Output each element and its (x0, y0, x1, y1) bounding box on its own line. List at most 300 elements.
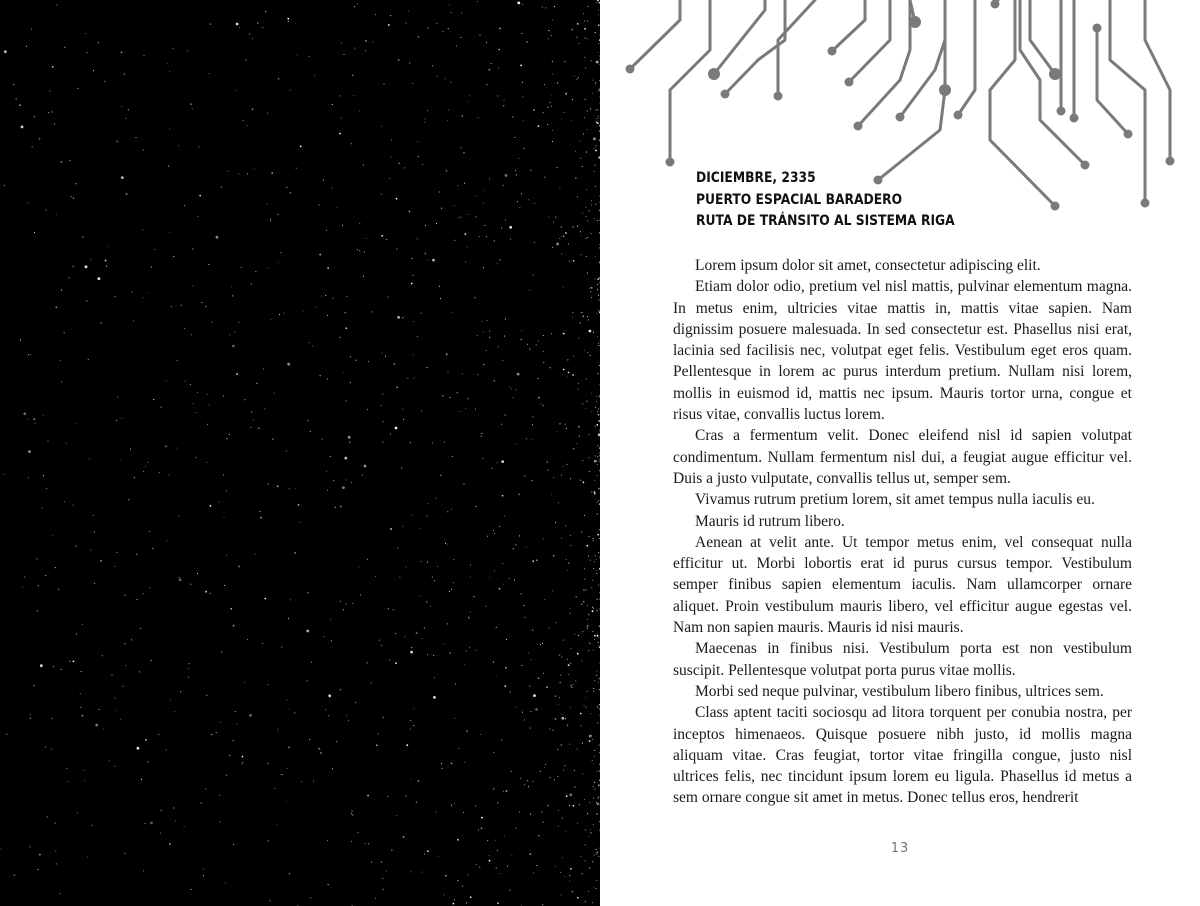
star (593, 171, 594, 172)
star (161, 810, 162, 811)
star (442, 395, 444, 397)
star (581, 312, 582, 313)
star (540, 771, 541, 772)
star (496, 868, 497, 869)
star (578, 426, 580, 428)
star (242, 762, 243, 763)
star (233, 844, 234, 845)
star (589, 802, 590, 803)
star (176, 448, 177, 449)
star (586, 378, 587, 379)
star (440, 475, 441, 476)
star (120, 719, 121, 720)
star (109, 760, 110, 761)
star (593, 691, 594, 692)
star (582, 166, 583, 167)
star (578, 337, 579, 338)
star (52, 535, 53, 536)
star (286, 699, 287, 700)
star (589, 735, 592, 738)
star (470, 612, 471, 613)
star (577, 749, 578, 750)
star (195, 412, 196, 413)
star (468, 214, 469, 215)
star (588, 319, 589, 320)
star (94, 583, 95, 584)
star (254, 169, 255, 170)
star (579, 43, 580, 44)
star (47, 440, 48, 441)
star (404, 636, 405, 637)
star (491, 468, 492, 469)
star (597, 0, 599, 2)
star (241, 267, 242, 268)
star (595, 145, 596, 146)
star (527, 344, 528, 345)
star (283, 312, 284, 313)
star (584, 20, 585, 21)
star (571, 29, 573, 31)
star (587, 352, 588, 353)
star (584, 28, 586, 30)
star (551, 95, 552, 96)
star (226, 555, 227, 556)
star (238, 322, 239, 323)
star (579, 436, 580, 437)
star (167, 63, 168, 64)
star (313, 781, 314, 782)
star (144, 823, 145, 824)
star (498, 346, 499, 347)
star (596, 61, 599, 64)
star (510, 691, 511, 692)
star (216, 732, 217, 733)
star (27, 419, 28, 420)
star (594, 218, 595, 219)
star (332, 768, 333, 769)
star (570, 648, 571, 649)
star (463, 152, 464, 153)
star (555, 216, 557, 218)
star (433, 696, 436, 699)
star (197, 392, 198, 393)
star (410, 651, 413, 654)
star (149, 531, 150, 532)
star (23, 412, 26, 415)
star (585, 844, 586, 845)
star (253, 420, 254, 421)
star (561, 745, 562, 746)
star (594, 782, 595, 783)
star (366, 238, 367, 239)
star (203, 875, 204, 876)
star (489, 331, 490, 332)
star (505, 220, 506, 221)
star (399, 577, 400, 578)
star (577, 823, 578, 824)
star (576, 596, 577, 597)
star (551, 35, 552, 36)
star (169, 843, 171, 845)
star (591, 587, 592, 588)
star (579, 804, 580, 805)
star (98, 277, 101, 280)
star (590, 60, 591, 61)
star (505, 319, 506, 320)
star (551, 494, 552, 495)
star (216, 236, 219, 239)
star (586, 707, 587, 708)
star (592, 760, 593, 761)
star (280, 252, 281, 253)
star (115, 296, 116, 297)
star (552, 730, 553, 731)
star (425, 253, 427, 255)
star (309, 56, 310, 57)
star (595, 204, 596, 205)
star (499, 259, 500, 260)
star (66, 443, 67, 444)
star (521, 593, 522, 594)
star (574, 634, 575, 635)
star (209, 73, 210, 74)
star (199, 195, 201, 197)
star (72, 505, 73, 506)
star (489, 577, 490, 578)
star (190, 103, 192, 105)
star (383, 83, 384, 84)
star (319, 204, 320, 205)
star (535, 708, 538, 711)
paragraph: Aenean at velit ante. Ut tempor metus enim, vel consequat nulla efficitur ut. Morbi lobortis erat id purus cursus tempor. Vestibulum semper finibus sapien elementum iaculis. Nam ullamcorper ornare aliquet. Proin vestibulum mauris libero, vel efficitur augue egestas vel. Nam non sapien mauris. Mauris id nisi mauris. (673, 533, 1132, 637)
star (581, 660, 582, 661)
star (588, 434, 589, 435)
star (591, 204, 592, 205)
star (328, 884, 329, 885)
star (467, 101, 468, 102)
star (533, 109, 535, 111)
star (251, 283, 252, 284)
star (542, 904, 543, 905)
star (265, 11, 266, 12)
star (277, 824, 278, 825)
star (351, 811, 352, 812)
star (386, 871, 387, 872)
star (114, 566, 115, 567)
star (562, 857, 563, 858)
star (453, 903, 455, 905)
star (504, 336, 505, 337)
star (565, 831, 566, 832)
star (430, 606, 431, 607)
star (307, 680, 308, 681)
star (210, 505, 212, 507)
star (459, 411, 460, 412)
star (69, 277, 70, 278)
star (596, 853, 597, 854)
star (346, 400, 347, 401)
star (416, 802, 417, 803)
star (82, 236, 84, 238)
star (439, 286, 440, 287)
star (223, 396, 224, 397)
star (445, 543, 446, 544)
star (486, 606, 487, 607)
star (446, 354, 448, 356)
star (383, 421, 384, 422)
star (598, 91, 599, 92)
star (447, 511, 448, 512)
star (117, 397, 118, 398)
star (226, 775, 227, 776)
star (544, 599, 545, 600)
star (589, 287, 590, 288)
star (396, 198, 398, 200)
star (528, 786, 529, 787)
star (32, 146, 33, 147)
star (151, 266, 152, 267)
star (489, 337, 490, 338)
star (594, 492, 595, 493)
star (504, 100, 505, 101)
star (432, 65, 433, 66)
paragraph: Maecenas in finibus nisi. Vestibulum porta est non vestibulum suscipit. Pellentesque volutpat porta purus vitae mollis. (673, 640, 1132, 679)
star (526, 438, 527, 439)
star (587, 21, 588, 22)
star (114, 766, 115, 767)
star (457, 218, 458, 219)
star (197, 573, 198, 574)
star (321, 439, 322, 440)
star (192, 108, 193, 109)
star (4, 185, 5, 186)
star (515, 544, 517, 546)
star (449, 397, 450, 398)
star (412, 83, 413, 84)
star (205, 591, 207, 593)
star (143, 593, 144, 594)
star (596, 122, 598, 124)
star (565, 232, 567, 234)
star (532, 781, 533, 782)
star (587, 110, 588, 111)
star (61, 161, 63, 163)
star (587, 220, 588, 221)
star (511, 388, 512, 389)
star (440, 298, 441, 299)
star (173, 256, 174, 257)
star (410, 778, 411, 779)
star (596, 2, 597, 3)
paragraph: Lorem ipsum dolor sit amet, consectetur adipiscing elit. (695, 257, 1041, 274)
star (39, 138, 41, 140)
star (286, 801, 287, 802)
star (60, 360, 61, 361)
star (389, 659, 390, 660)
star (522, 4, 523, 5)
star (451, 312, 452, 313)
star (504, 516, 505, 517)
star (104, 81, 105, 82)
star (555, 696, 556, 697)
star (295, 488, 296, 489)
star (239, 27, 240, 28)
star (323, 180, 324, 181)
star (294, 713, 295, 714)
star (596, 771, 597, 772)
star (501, 460, 504, 463)
star (87, 857, 88, 858)
star (593, 688, 594, 689)
star (410, 720, 411, 721)
star (55, 851, 56, 852)
star (444, 894, 445, 895)
star (426, 367, 427, 368)
star (297, 54, 298, 55)
star (580, 231, 581, 232)
star (326, 471, 327, 472)
star (521, 339, 522, 340)
star (76, 633, 77, 634)
star (196, 457, 197, 458)
heading-location: PUERTO ESPACIAL BARADERO (696, 191, 903, 208)
star (538, 378, 539, 379)
star (422, 164, 423, 165)
star (48, 112, 49, 113)
star (543, 673, 544, 674)
star (587, 625, 588, 626)
star (28, 450, 31, 453)
star (341, 42, 342, 43)
star (544, 177, 545, 178)
paragraph: Etiam dolor odio, pretium vel nisl mattis, pulvinar elementum magna. In metus enim, ultricies vitae mattis in, mattis vitae sapien. Nam dignissim posuere malesuada. In sed consectetur est. Phasellus nisi erat, lacinia sed facilisis nec, volutpat eget felis. Vestibulum eget eros quam. Pellentesque in lorem ac purus interdum pretium. Nullam nisi lorem, mollis in euismod id, mattis nec ipsum. Mauris tortor urna, congue et risus vitae, convallis luctus lorem. (673, 278, 1132, 424)
star (543, 335, 544, 336)
star (595, 559, 596, 560)
star (328, 694, 331, 697)
star (244, 682, 245, 683)
star (169, 232, 170, 233)
star (131, 639, 132, 640)
star (556, 167, 557, 168)
star (577, 897, 579, 899)
star (592, 92, 593, 93)
star (391, 850, 392, 851)
star (382, 442, 383, 443)
star (463, 484, 464, 485)
star (581, 604, 582, 605)
star (499, 873, 500, 874)
star (321, 296, 322, 297)
star (497, 902, 499, 904)
star (449, 4, 450, 5)
star (557, 83, 558, 84)
star (596, 424, 598, 426)
star (583, 481, 585, 483)
star (568, 372, 570, 374)
star (501, 740, 502, 741)
star (560, 682, 561, 683)
star (565, 718, 566, 719)
star (587, 237, 588, 238)
star (493, 752, 494, 753)
star (277, 214, 278, 215)
star (142, 149, 143, 150)
star (566, 795, 568, 797)
star (559, 654, 561, 656)
star (395, 633, 396, 634)
star (441, 208, 442, 209)
star (598, 118, 599, 119)
star (470, 896, 472, 898)
star (594, 561, 595, 562)
star (447, 371, 448, 372)
star (469, 647, 470, 648)
star (412, 275, 413, 276)
star (364, 465, 367, 468)
star (19, 104, 21, 106)
star (143, 55, 144, 56)
star (33, 418, 35, 420)
star (461, 12, 462, 13)
star (521, 193, 522, 194)
star (493, 788, 495, 790)
star (551, 333, 552, 334)
star (466, 730, 468, 732)
star (572, 891, 574, 893)
paragraph: Vivamus rutrum pretium lorem, sit amet tempus nulla iaculis eu. (695, 491, 1095, 509)
star (410, 871, 411, 872)
star (453, 559, 454, 560)
star (483, 332, 484, 333)
star (136, 599, 137, 600)
star (130, 448, 131, 449)
star (82, 715, 84, 717)
star (352, 75, 353, 76)
star (533, 274, 534, 275)
star (592, 80, 593, 81)
star (447, 120, 448, 121)
star (318, 748, 319, 749)
star (590, 643, 591, 644)
star (564, 112, 565, 113)
star (553, 221, 554, 222)
star (344, 457, 347, 460)
star (90, 259, 91, 260)
star (184, 826, 185, 827)
star (451, 589, 452, 590)
star (522, 712, 523, 713)
star (417, 141, 418, 142)
star (594, 635, 596, 637)
star (593, 798, 594, 799)
star (549, 728, 550, 729)
star (552, 73, 553, 74)
star (529, 853, 531, 855)
star (577, 226, 578, 227)
star (589, 671, 590, 672)
star (597, 599, 598, 600)
star (519, 207, 520, 208)
star (479, 867, 480, 868)
star (351, 143, 352, 144)
star (567, 725, 568, 726)
star (435, 498, 436, 499)
star (563, 333, 565, 335)
star (597, 278, 599, 280)
star (224, 585, 225, 586)
star (390, 15, 391, 16)
star (580, 322, 581, 323)
